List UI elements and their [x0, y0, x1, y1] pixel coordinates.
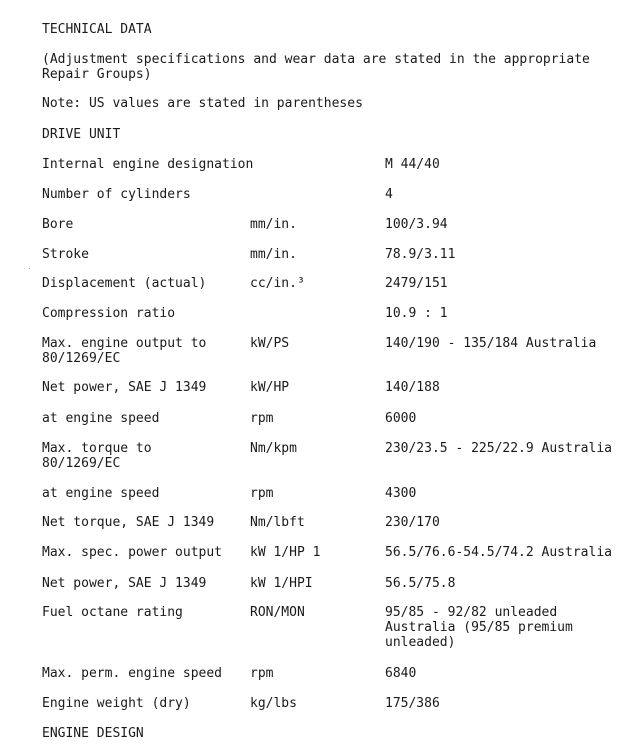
- spec-value: 2479/151: [385, 276, 448, 291]
- spec-value: 78.9/3.11: [385, 247, 456, 262]
- spec-value: 230/23.5 - 225/22.9 Australia: [385, 441, 612, 456]
- spec-unit: kW/HP: [250, 380, 290, 395]
- spec-value: 230/170: [385, 515, 440, 530]
- units-note: Note: US values are stated in parentheses: [42, 96, 363, 111]
- spec-label: Max. spec. power output: [42, 545, 223, 560]
- spec-label: Displacement (actual): [42, 276, 207, 291]
- spec-value: 175/386: [385, 696, 440, 711]
- spec-label: Max. torque to 80/1269/EC: [42, 441, 160, 471]
- spec-label: Fuel octane rating: [42, 605, 183, 620]
- spec-value: 56.5/76.6-54.5/74.2 Australia: [385, 545, 612, 560]
- spec-value: 56.5/75.8: [385, 576, 456, 591]
- intro-paragraph: (Adjustment specifications and wear data are stated in the appropriate Repair Groups): [42, 52, 590, 82]
- spec-label: at engine speed: [42, 411, 160, 426]
- spec-label: Net torque, SAE J 1349: [42, 515, 215, 530]
- spec-unit: rpm: [250, 666, 274, 681]
- spec-value: 140/188: [385, 380, 440, 395]
- spec-label: Bore: [42, 217, 74, 232]
- spec-unit: Nm/lbft: [250, 515, 305, 530]
- document-title: TECHNICAL DATA: [42, 22, 152, 37]
- spec-unit: RON/MON: [250, 605, 305, 620]
- spec-value: 10.9 : 1: [385, 306, 448, 321]
- spec-value: 140/190 - 135/184 Australia: [385, 336, 597, 351]
- spec-unit: Nm/kpm: [250, 441, 297, 456]
- section-heading-drive-unit: DRIVE UNIT: [42, 127, 121, 142]
- spec-unit: rpm: [250, 486, 274, 501]
- scan-speck: [29, 268, 30, 269]
- spec-unit: kg/lbs: [250, 696, 297, 711]
- spec-label: Max. perm. engine speed: [42, 666, 223, 681]
- spec-value: M 44/40: [385, 157, 440, 172]
- spec-unit: cc/in.³: [250, 276, 305, 291]
- section-heading-engine-design: ENGINE DESIGN: [42, 726, 144, 741]
- spec-value: 95/85 - 92/82 unleaded Australia (95/85 premium unleaded): [385, 605, 581, 650]
- spec-unit: rpm: [250, 411, 274, 426]
- spec-unit: kW 1/HP 1: [250, 545, 321, 560]
- spec-label: Internal engine designation: [42, 157, 254, 172]
- spec-unit: mm/in.: [250, 247, 297, 262]
- spec-value: 6840: [385, 666, 417, 681]
- spec-label: Number of cylinders: [42, 187, 191, 202]
- spec-label: Net power, SAE J 1349: [42, 380, 207, 395]
- spec-label: Compression ratio: [42, 306, 176, 321]
- spec-value: 4: [385, 187, 393, 202]
- spec-label: Engine weight (dry): [42, 696, 191, 711]
- spec-label: Net power, SAE J 1349: [42, 576, 207, 591]
- spec-value: 100/3.94: [385, 217, 448, 232]
- spec-label: Stroke: [42, 247, 89, 262]
- spec-value: 4300: [385, 486, 417, 501]
- spec-unit: kW/PS: [250, 336, 290, 351]
- spec-unit: kW 1/HPI: [250, 576, 313, 591]
- spec-unit: mm/in.: [250, 217, 297, 232]
- spec-label: at engine speed: [42, 486, 160, 501]
- spec-label: Max. engine output to 80/1269/EC: [42, 336, 215, 366]
- spec-value: 6000: [385, 411, 417, 426]
